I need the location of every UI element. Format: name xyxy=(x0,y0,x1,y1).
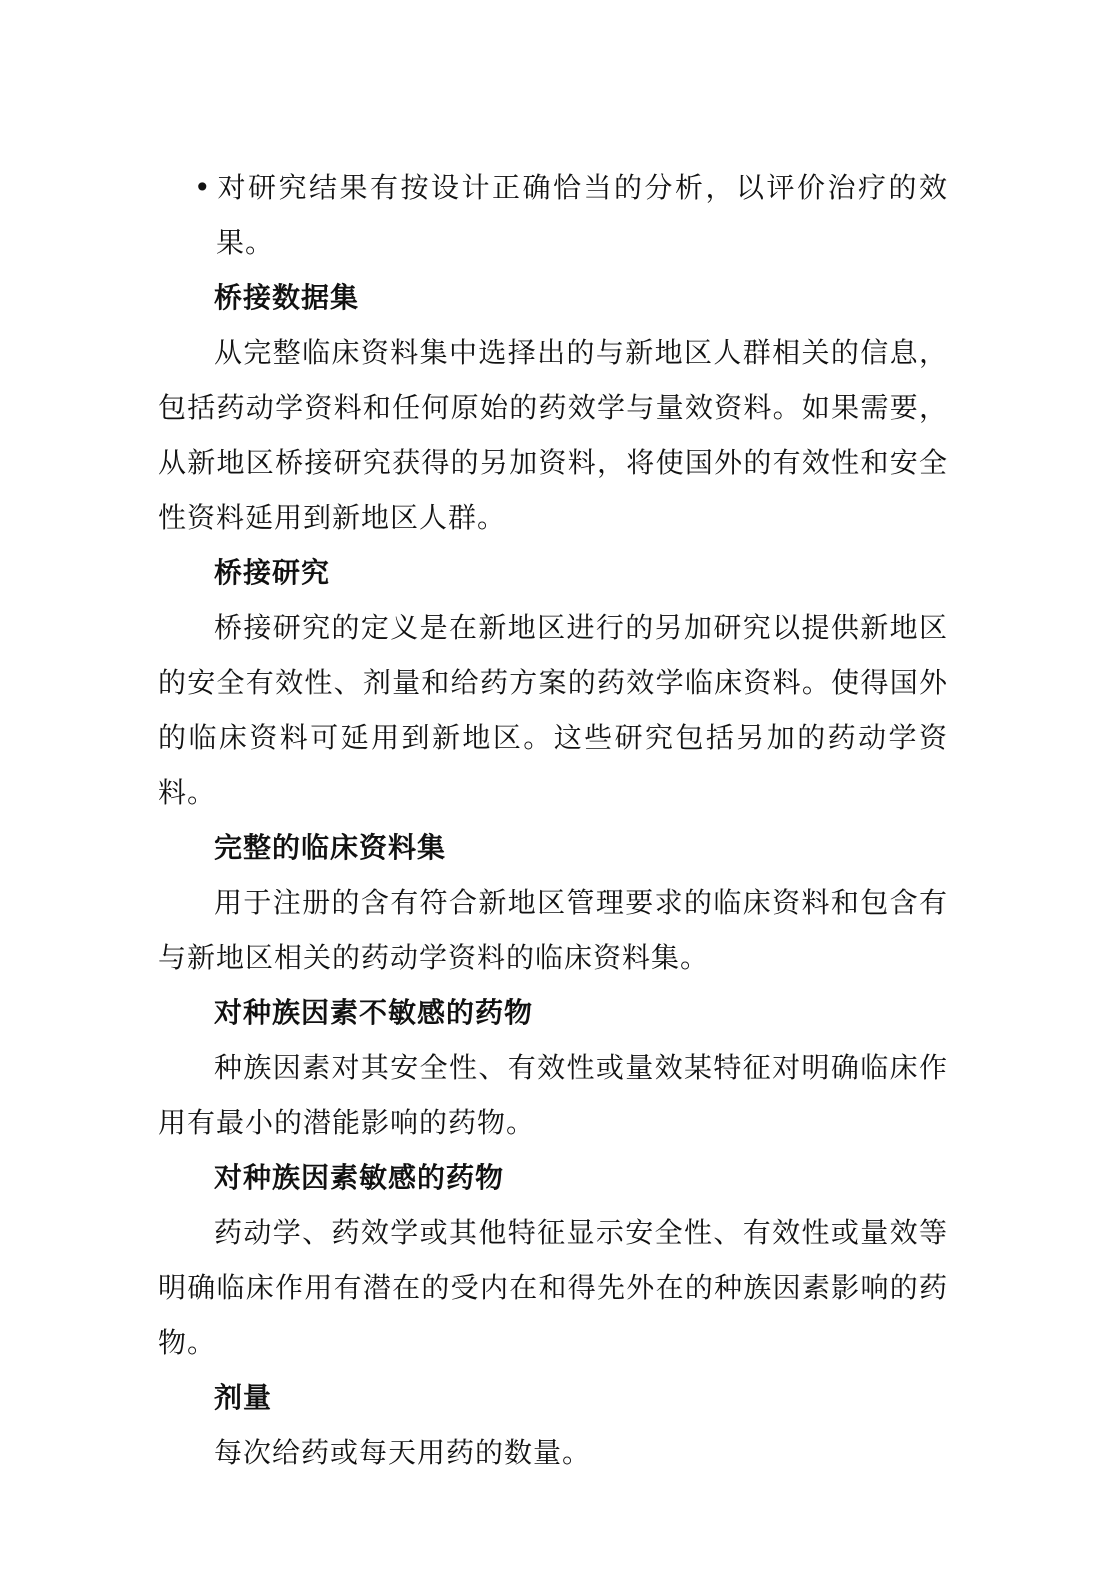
section-paragraph: 从完整临床资料集中选择出的与新地区人群相关的信息，包括药动学资料和任何原始的药效学与量效资料。如果需要，从新地区桥接研究获得的另加资料，将使国外的有效性和安全性资料延用到新地区人群。 xyxy=(158,336,948,534)
section-paragraph: 每次给药或每天用药的数量。 xyxy=(214,1436,592,1469)
section-paragraph: 用于注册的含有符合新地区管理要求的临床资料和包含有与新地区相关的药动学资料的临床资料集。 xyxy=(158,886,948,974)
section-paragraph: 药动学、药效学或其他特征显示安全性、有效性或量效等明确临床作用有潜在的受内在和得先外在的种族因素影响的药物。 xyxy=(158,1216,948,1359)
section-heading: 完整的临床资料集 xyxy=(214,831,447,864)
section-heading: 剂量 xyxy=(214,1381,273,1414)
bullet-item xyxy=(158,160,948,270)
document-content xyxy=(158,160,948,1480)
bullet-text: 对研究结果有按设计正确恰当的分析，以评价治疗的效果。 xyxy=(216,171,948,259)
section-paragraph: 桥接研究的定义是在新地区进行的另加研究以提供新地区的安全有效性、剂量和给药方案的药效学临床资料。使得国外的临床资料可延用到新地区。这些研究包括另加的药动学资料。 xyxy=(158,611,948,809)
section-heading: 桥接研究 xyxy=(214,556,331,589)
section-heading: 桥接数据集 xyxy=(214,281,360,314)
section-paragraph: 种族因素对其安全性、有效性或量效某特征对明确临床作用有最小的潜能影响的药物。 xyxy=(158,1051,948,1139)
section-heading: 对种族因素不敏感的药物 xyxy=(214,996,534,1029)
bullet-marker: • xyxy=(194,171,212,204)
section-heading: 对种族因素敏感的药物 xyxy=(214,1161,505,1194)
